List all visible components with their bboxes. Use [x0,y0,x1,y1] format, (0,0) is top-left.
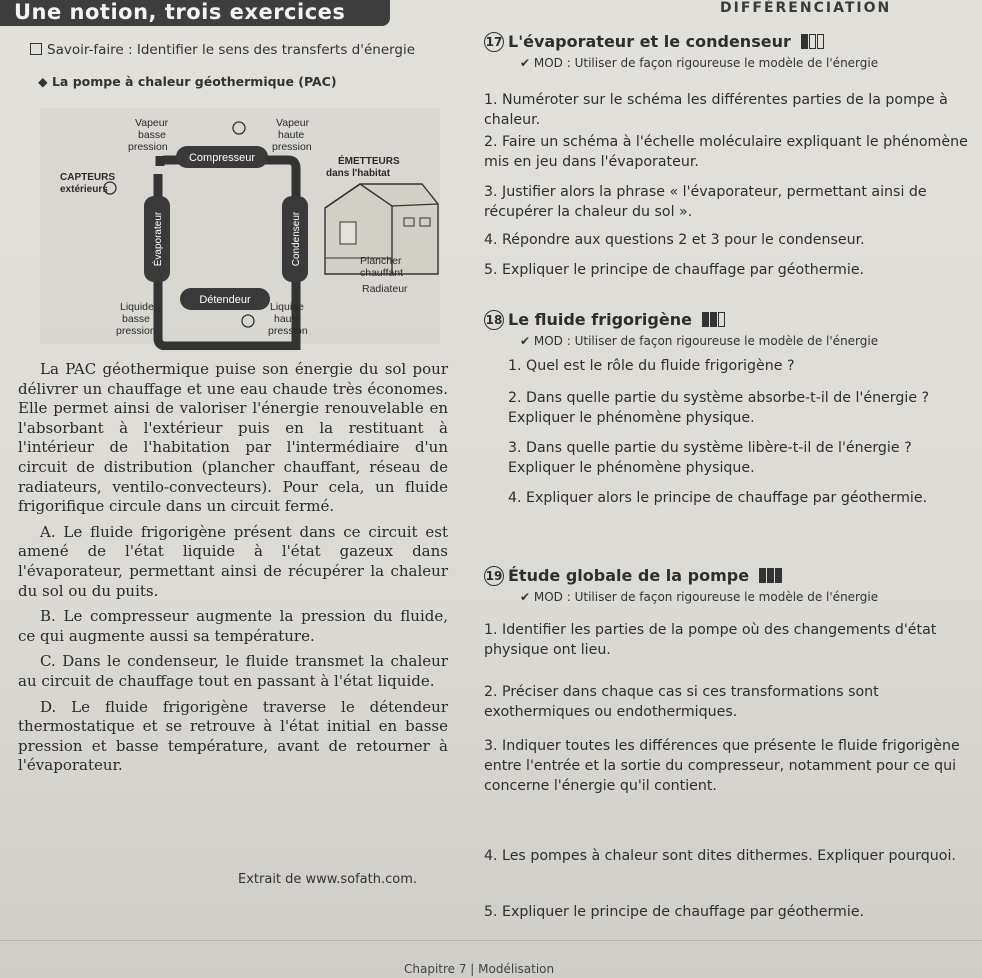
exercise-17-question-1: 1. Numéroter sur le schéma les différentes parties de la pompe à chaleur. [484,92,948,128]
exercise-18-question-2: 2. Dans quelle partie du système absorbe-t-il de l'énergie ? Expliquer le phénomène physique. [508,390,930,426]
exercise-number-badge: 19 [484,566,504,586]
document-text [18,360,448,782]
step-a-paragraph: A. Le fluide frigorigène présent dans ce circuit est amené de l'état liquide à l'état gazeux dans l'évaporateur, permettant ainsi de récupérer la chaleur du sol ou du puits. [18,522,448,600]
page-footer: Chapitre 7 | Modélisation [404,962,555,976]
source-credit: Extrait de www.sofath.com. [238,872,418,887]
exercise-19-question-2: 2. Préciser dans chaque cas si ces transformations sont exothermiques ou endothermiques. [484,684,879,720]
exercise-title-text: Étude globale de la pompe [508,566,750,585]
page-title: Une notion, trois exercices [14,0,346,24]
liquide-basse-label: Liquide basse pression [116,301,156,337]
exercise-17-title [484,32,825,53]
intro-paragraph: La PAC géothermique puise son énergie du sol pour délivrer un chauffage et une eau chaude très économes. Elle permet ainsi de valoriser l'énergie renouvelable en l'absorbant à l'extérieur puis en la restituant à l'intérieur de l'habitation par l'intermédiaire d'un circuit de distribution (plancher chauffant, réseau de radiateurs, ventilo-convecteurs). Pour cela, un fluide frigorifique circule dans un circuit fermé. [18,360,448,516]
header-right-text: DIFFÉRENCIATION [720,0,892,16]
difficulty-level-icon [801,34,825,53]
exercise-18-question-4: 4. Expliquer alors le principe de chauffage par géothermie. [508,490,928,506]
exercise-17-question-5: 5. Expliquer le principe de chauffage par géothermie. [484,262,865,278]
condenseur-label: Condenseur [291,211,302,267]
step-c-paragraph: C. Dans le condenseur, le fluide transmet la chaleur au circuit de chauffage tout en passant à l'état liquide. [18,652,448,690]
evaporateur-label: Évaporateur [153,211,164,267]
detendeur-label: Détendeur [199,294,251,306]
exercise-19-question-5: 5. Expliquer le principe de chauffage par géothermie. [484,904,865,920]
exercise-17-question-4: 4. Répondre aux questions 2 et 3 pour le condenseur. [484,232,865,248]
vapeur-basse-label: Vapeur basse pression [128,117,169,153]
exercise-title-text: L'évaporateur et le condenseur [508,32,791,51]
checkbox-icon [30,43,42,55]
exercise-19-question-4: 4. Les pompes à chaleur sont dites dithermes. Expliquer pourquoi. [484,848,956,864]
exercise-19-title [484,566,783,587]
skill-text: Savoir-faire : Identifier le sens des transferts d'énergie [47,42,416,58]
bottom-rule [0,940,982,941]
exercise-18-mod: ✔ MOD : Utiliser de façon rigoureuse le modèle de l'énergie [520,334,879,348]
compresseur-label: Compresseur [188,152,256,164]
subhead-text: La pompe à chaleur géothermique (PAC) [51,74,337,89]
exercise-18-question-3: 3. Dans quelle partie du système libère-t-il de l'énergie ? Expliquer le phénomène physique. [508,440,912,476]
vapeur-haute-label: Vapeur haute pression [272,117,312,153]
step-b-paragraph: B. Le compresseur augmente la pression du fluide, ce qui augmente aussi sa température. [18,607,448,645]
exercise-number-badge: 17 [484,32,504,52]
exercise-17-question-3: 3. Justifier alors la phrase « l'évaporateur, permettant ainsi de récupérer la chaleur du sol ». [484,184,927,220]
exercise-18-question-1: 1. Quel est le rôle du fluide frigorigène ? [508,358,795,374]
bullet-icon: ◆ [38,74,52,89]
capteurs-label: CAPTEURS extérieurs [60,172,116,195]
exercise-17-mod: ✔ MOD : Utiliser de façon rigoureuse le modèle de l'énergie [520,56,879,70]
heat-pump-diagram [20,88,460,350]
exercise-19-mod: ✔ MOD : Utiliser de façon rigoureuse le modèle de l'énergie [520,590,879,604]
diagram-subhead [38,74,337,89]
emetteurs-label: ÉMETTEURS dans l'habitat [326,156,400,179]
exercise-17-question-2: 2. Faire un schéma à l'échelle moléculaire expliquant le phénomène mis en jeu dans l'évaporateur. [484,134,968,170]
exercise-19-question-1: 1. Identifier les parties de la pompe où des changements d'état physique ont lieu. [484,622,937,658]
liquide-haute-label: Liquide haute pression [268,301,308,337]
step-d-paragraph: D. Le fluide frigorigène traverse le détendeur thermostatique et se retrouve à l'état initial en basse pression et basse température, avant de retourner à l'évaporateur. [18,697,448,775]
plancher-label: Plancher chauffant [360,255,404,279]
difficulty-level-icon [759,568,783,587]
skill-line [30,42,415,58]
difficulty-level-icon [702,312,726,331]
exercise-18-title [484,310,726,331]
exercise-19-question-3: 3. Indiquer toutes les différences que présente le fluide frigorigène entre l'entrée et la sortie du compresseur, notamment pour ce qui concerne l'énergie qu'il contient. [484,738,960,794]
radiateur-label: Radiateur [362,283,408,295]
exercise-title-text: Le fluide frigorigène [508,310,692,329]
exercise-number-badge: 18 [484,310,504,330]
